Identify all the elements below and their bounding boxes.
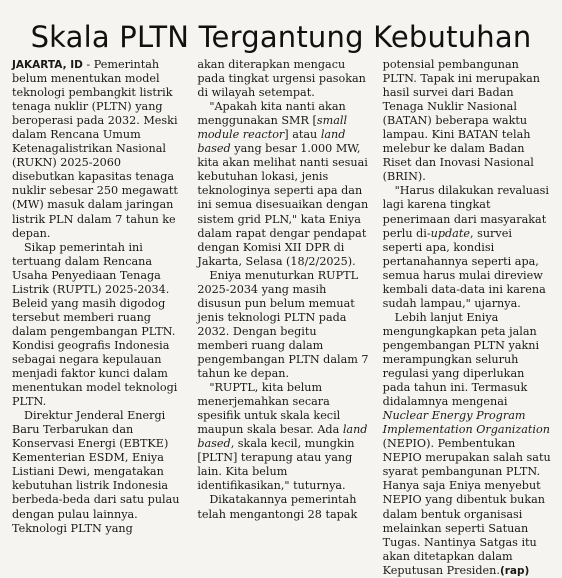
paragraph: Dikatakannya pemerintah telah mengantongi 28 tapak [197,493,358,521]
paragraph: "Apakah kita nanti akan menggunakan SMR [small module reactor] atau land based yang besar 1.000 MW, kita akan melihat nanti sesuai kebutuhan lokasi, jenis teknologinya seperti apa dan ini semua disesuaikan dengan sistem grid PLN," kata Eniya dalam rapat dengar pendapat dengan Komisi XII DPR di Jakarta, Selasa (18/2/2025). [197,100,369,268]
paragraph: JAKARTA, ID - Pemerintah belum menentukan model teknologi pembangkit listrik tenaga nuklir (PLTN) yang beroperasi pada 2032. Meski dalam Rencana Umum Ketenagalistrikan Nasional (RUKN) 2025-2060 disebutkan kapasitas tenaga nuklir sebesar 250 megawatt (MW) masuk dalam jaringan listrik PLN dalam 7 tahun ke depan. [12,58,178,240]
column-2 [197,58,368,578]
column-3 [383,58,554,578]
column-1 [12,58,183,578]
article-headline: Skala PLTN Tergantung Kebutuhan [30,20,532,54]
paragraph: "RUPTL, kita belum menerjemahkan secara spesifik untuk skala kecil maupun skala besar. Ada land based, skala kecil, mungkin [PLTN] terapung atau yang lain. Kita belum identifikasikan," tuturnya. [197,381,368,493]
paragraph: potensial pembangunan PLTN. Tapak ini merupakan hasil survei dari Badan Tenaga Nuklir Nasional (BATAN) beberapa waktu lampau. Kini BATAN telah melebur ke dalam Badan Riset dan Inovasi Nasional (BRIN). [382,58,540,184]
paragraph: "Harus dilakukan revaluasi lagi karena tingkat penerimaan dari masyarakat perlu di-update, survei seperti apa, kondisi pertanahannya seperti apa, semua harus mulai direview kembali data-data ini karena sudah lampau," ujarnya. [382,184,549,310]
article-body [12,58,554,578]
paragraph: Lebih lanjut Eniya mengungkapkan peta jalan pengembangan PLTN yakni merampungkan seluruh regulasi yang diperlukan pada tahun ini. Termasuk didalamnya mengenai Nuclear Energy Program Implementation Organization (NEPIO). Pembentukan NEPIO merupakan salah satu syarat pembangunan PLTN. Hanya saja Eniya menyebut NEPIO yang dibentuk bukan dalam bentuk organisasi melainkan seperti Satuan Tugas. Nantinya Satgas itu akan ditetapkan dalam Keputusan Presiden.(rap) [382,310,551,577]
paragraph: akan diterapkan mengacu pada tingkat urgensi pasokan di wilayah setempat. [197,58,366,100]
paragraph: Direktur Jenderal Energi Baru Terbarukan dan Konservasi Energi (EBTKE) Kementerian ESDM, Eniya Listiani Dewi, mengatakan kebutuhan listrik Indonesia berbeda-beda dari satu pulau dengan pulau lainnya. Teknologi PLTN yang [12,409,180,535]
dateline: JAKARTA, ID [12,59,83,71]
paragraph: Sikap pemerintah ini tertuang dalam Rencana Usaha Penyediaan Tenaga Listrik (RUPTL) 2025-2034. Beleid yang masih digodog tersebut memberi ruang dalam pengembangan PLTN. Kondisi geografis Indonesia sebagai negara kepulauan menjadi faktor kunci dalam menentukan model teknologi PLTN. [12,240,178,409]
author-signoff: (rap) [499,564,530,577]
paragraph: Eniya menuturkan RUPTL 2025-2034 yang masih disusun pun belum memuat jenis teknologi PLTN pada 2032. Dengan begitu memberi ruang dalam pengembangan PLTN dalam 7 tahun ke depan. [197,268,369,381]
